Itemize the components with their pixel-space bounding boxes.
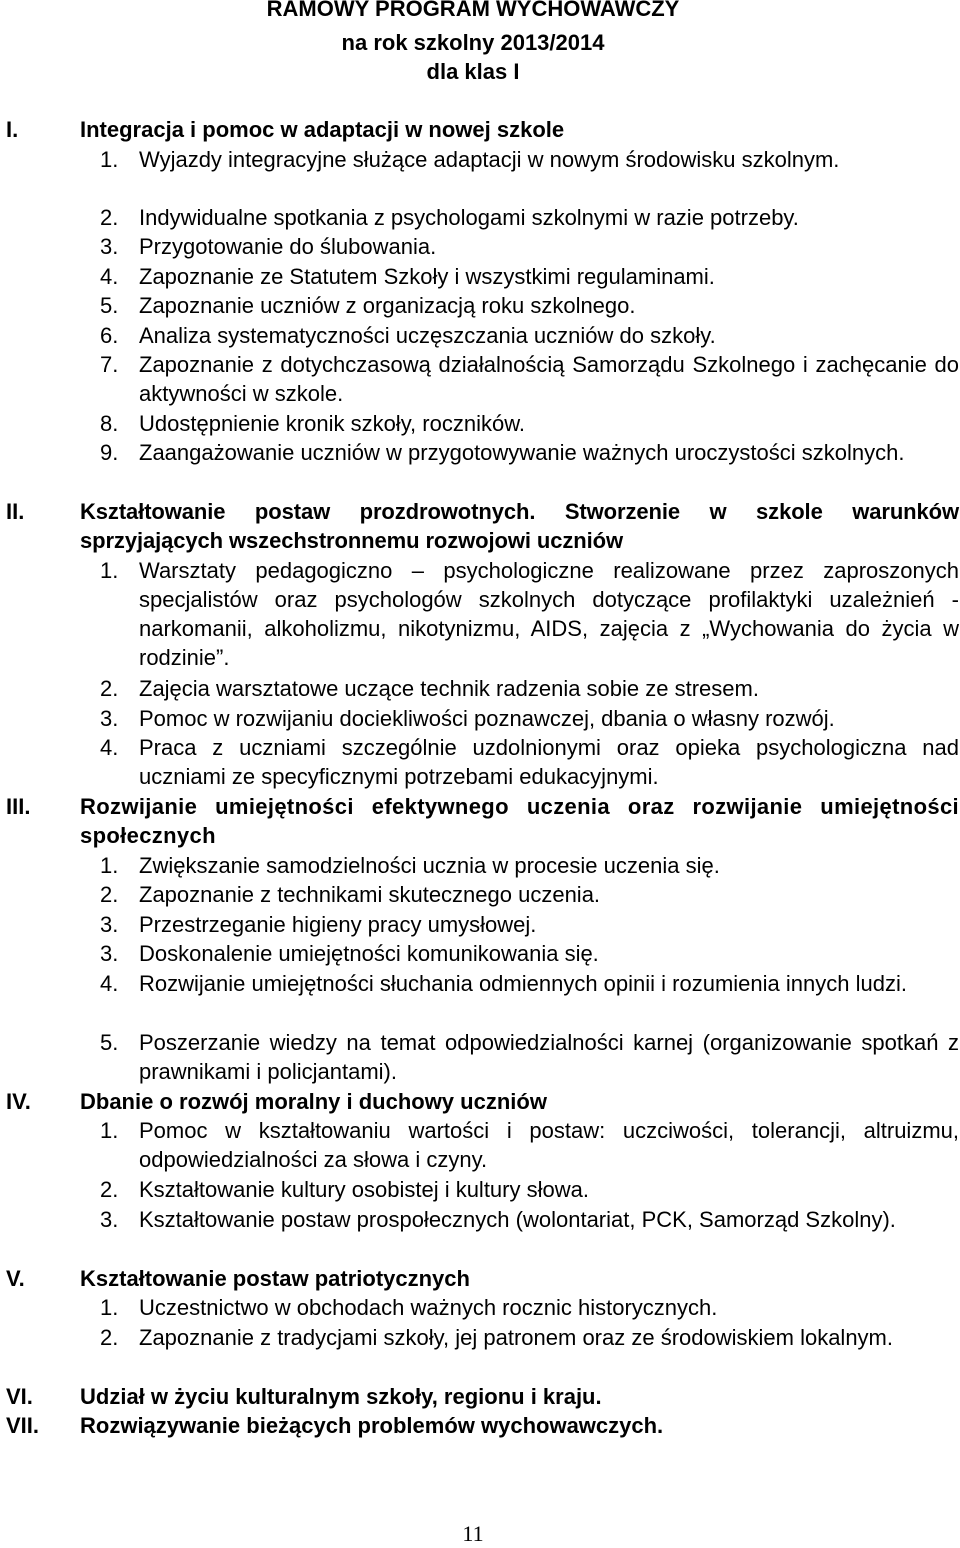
list-item-number: 3. — [100, 941, 119, 966]
list-item: Zapoznanie z dotychczasową działalnością Samorządu Szkolnego i zachęcanie do aktywności w szkole. — [139, 352, 959, 406]
list-item-number: 4. — [100, 735, 119, 760]
section-heading: Rozwiązywanie bieżących problemów wychowawczych. — [80, 1413, 664, 1438]
section-heading: Udział w życiu kulturalnym szkoły, regionu i kraju. — [80, 1384, 602, 1409]
list-item-number: 3. — [100, 912, 119, 937]
list-item: Doskonalenie umiejętności komunikowania się. — [139, 941, 599, 966]
list-item: Analiza systematyczności uczęszczania uczniów do szkoły. — [139, 323, 716, 348]
list-item-number: 2. — [100, 882, 119, 907]
list-item-number: 1. — [100, 147, 119, 172]
list-item: Uczestnictwo w obchodach ważnych rocznic historycznych. — [139, 1295, 718, 1320]
section-numeral: VI. — [6, 1384, 33, 1409]
list-item: Udostępnienie kronik szkoły, roczników. — [139, 411, 525, 436]
document-title: RAMOWY PROGRAM WYCHOWAWCZY — [266, 0, 680, 21]
list-item-number: 2. — [100, 676, 119, 701]
list-item: Zapoznanie z tradycjami szkoły, jej patronem oraz ze środowiskiem lokalnym. — [139, 1325, 893, 1350]
list-item: Zapoznanie z technikami skutecznego uczenia. — [139, 882, 601, 907]
list-item: Zapoznanie uczniów z organizacją roku szkolnego. — [139, 293, 636, 318]
list-item-number: 1. — [100, 558, 119, 583]
list-item-number: 1. — [100, 853, 119, 878]
list-item: Pomoc w rozwijaniu dociekliwości poznawczej, dbania o własny rozwój. — [139, 706, 835, 731]
list-item-number: 1. — [100, 1295, 119, 1320]
list-item-number: 4. — [100, 264, 119, 289]
section-numeral: VII. — [6, 1413, 40, 1438]
section-heading: Kształtowanie postaw prozdrowotnych. Stworzenie w szkole warunków sprzyjających wszechstronnemu rozwojowi uczniów — [80, 499, 959, 553]
page-number: 11 — [462, 1521, 484, 1546]
list-item: Praca z uczniami szczególnie uzdolnionymi oraz opieka psychologiczna nad uczniami ze specyficznymi potrzebami edukacyjnymi. — [139, 735, 959, 789]
list-item-number: 5. — [100, 1030, 119, 1055]
list-item-number: 6. — [100, 323, 119, 348]
section-numeral: II. — [6, 499, 25, 524]
section-numeral: IV. — [6, 1089, 31, 1114]
section-numeral: III. — [6, 794, 31, 819]
list-item-number: 3. — [100, 234, 119, 259]
list-item: Przestrzeganie higieny pracy umysłowej. — [139, 912, 537, 937]
list-item-number: 2. — [100, 1177, 119, 1202]
list-item: Wyjazdy integracyjne służące adaptacji w nowym środowisku szkolnym. — [139, 147, 840, 172]
section-heading: Integracja i pomoc w adaptacji w nowej szkole — [80, 117, 565, 142]
list-item: Indywidualne spotkania z psychologami szkolnymi w razie potrzeby. — [139, 205, 799, 230]
list-item: Kształtowanie kultury osobistej i kultury słowa. — [139, 1177, 589, 1202]
list-item-number: 5. — [100, 293, 119, 318]
section-numeral: V. — [6, 1266, 25, 1291]
list-item: Zwiększanie samodzielności ucznia w procesie uczenia się. — [139, 853, 720, 878]
list-item: Warsztaty pedagogiczno – psychologiczne realizowane przez zaproszonych specjalistów oraz psychologów szkolnych dotyczące profilaktyki uzależnień - narkomanii, alkoholizmu, nikotynizmu, AIDS, zajęcia z „Wychowania do życia w rodzinie”. — [139, 558, 959, 670]
section-heading: Dbanie o rozwój moralny i duchowy uczniów — [80, 1089, 547, 1114]
list-item: Przygotowanie do ślubowania. — [139, 234, 437, 259]
list-item: Pomoc w kształtowaniu wartości i postaw: uczciwości, tolerancji, altruizmu, odpowiedzialności za słowa i czyny. — [139, 1118, 959, 1172]
list-item-number: 2. — [100, 205, 119, 230]
list-item-number: 4. — [100, 971, 119, 996]
list-item-number: 3. — [100, 706, 119, 731]
section-heading: Kształtowanie postaw patriotycznych — [80, 1266, 470, 1291]
list-item-number: 1. — [100, 1118, 119, 1143]
list-item: Zaangażowanie uczniów w przygotowywanie ważnych uroczystości szkolnych. — [139, 440, 905, 465]
document-subtitle: na rok szkolny 2013/2014 — [341, 30, 605, 55]
list-item: Poszerzanie wiedzy na temat odpowiedzialności karnej (organizowanie spotkań z prawnikami i policjantami). — [139, 1030, 959, 1084]
list-item: Zajęcia warsztatowe uczące technik radzenia sobie ze stresem. — [139, 676, 759, 701]
list-item-number: 2. — [100, 1325, 119, 1350]
section-heading: Rozwijanie umiejętności efektywnego uczenia oraz rozwijanie umiejętności społecznych — [80, 794, 959, 848]
document-class-label: dla klas I — [426, 59, 520, 84]
list-item: Zapoznanie ze Statutem Szkoły i wszystkimi regulaminami. — [139, 264, 715, 289]
list-item-number: 8. — [100, 411, 119, 436]
section-numeral: I. — [6, 117, 19, 142]
list-item-number: 7. — [100, 352, 119, 377]
list-item-number: 9. — [100, 440, 119, 465]
list-item: Rozwijanie umiejętności słuchania odmiennych opinii i rozumienia innych ludzi. — [139, 971, 907, 996]
list-item: Kształtowanie postaw prospołecznych (wolontariat, PCK, Samorząd Szkolny). — [139, 1207, 896, 1232]
list-item-number: 3. — [100, 1207, 119, 1232]
